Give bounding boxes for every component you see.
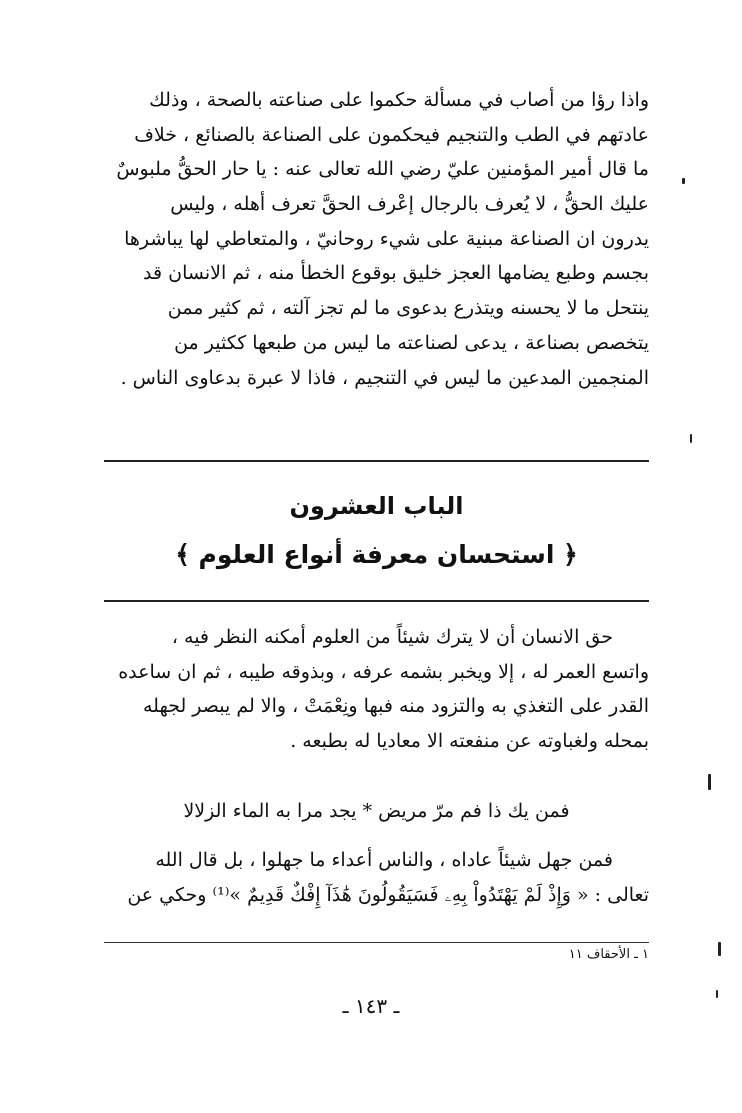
divider-middle — [104, 600, 649, 602]
text-line: المنجمين المدعين ما ليس في التنجيم ، فاذا لا عبرة بدعاوى الناس . — [120, 366, 649, 389]
text-line: يدرون ان الصناعة مبنية على شيء روحانيّ ، والمتعاطي لها يباشرها — [124, 227, 649, 250]
text-line: واتسع العمر له ، إلا ويخبر بشمه عرفه ، وبذوقه طيبه ، ثم ان ساعده — [118, 660, 649, 683]
chapter-title: الباب العشرون — [289, 492, 464, 520]
footnote: ١ ـ الأحقاف ١١ — [568, 947, 649, 962]
text-line: حق الانسان أن لا يترك شيئاً من العلوم أمكنه النظر فيه ، — [171, 626, 613, 648]
paragraph-opening — [104, 83, 649, 395]
text-line: يتخصص بصناعة ، يدعى لصناعته ما ليس من طبعها ككثير من — [174, 331, 649, 354]
text-line: القدر على التغذي به والتزود منه فبها ونِعْمَتْ ، والا لم يبصر لجهله — [142, 695, 649, 718]
scan-speck-mark — [682, 178, 685, 184]
text-line: بمحله ولغباوته عن منفعته الا معاديا له بطبعه . — [290, 730, 649, 753]
text-line: عليك الحقُّ ، لا يُعرف بالرجال إعْرف الحقَّ تعرف أهله ، وليس — [170, 193, 649, 216]
text-line: بجسم وطبع يضامها العجز خليق بوقوع الخطأ منه ، ثم الانسان قد — [143, 262, 649, 285]
scan-speck-mark — [708, 774, 711, 790]
footnote-divider — [104, 942, 649, 943]
page-number: ـ ١٤٣ ـ — [342, 994, 400, 1018]
text-line: تعالى : « وَإِذْ لَمْ يَهْتَدُواْ بِهِۦ فَسَيَقُولُونَ هَٰذَآ إِفْكٌ قَدِيمٌ »⁽¹⁾ وحكي عن — [127, 883, 649, 906]
chapter-subtitle: ﴿ استحسان معرفة أنواع العلوم ﴾ — [175, 540, 578, 569]
poetry-verse: فمن يك ذا فم مرّ مريض * يجد مرا به الماء الزلالا — [183, 800, 570, 822]
paragraph-quran-quote — [104, 843, 649, 912]
text-line: عادتهم في الطب والتنجيم فيحكمون على الصناعة بالصنائع ، خلاف — [134, 123, 649, 146]
paragraph-chapter-body — [104, 620, 649, 759]
scan-speck-mark — [690, 434, 692, 443]
text-line: فمن جهل شيئاً عاداه ، والناس أعداء ما جهلوا ، بل قال الله — [155, 849, 613, 871]
text-line: واذا رؤا من أصاب في مسألة حكموا على صناعته بالصحة ، وذلك — [149, 89, 649, 111]
text-line: ما قال أمير المؤمنين عليّ رضي الله تعالى عنه : يا حار الحقُّ ملبوسٌ — [116, 158, 649, 181]
text-line: ينتحل ما لا يحسنه ويتذرع بدعوى ما لم تجز آلته ، ثم كثير ممن — [167, 297, 649, 320]
scan-speck-mark — [718, 942, 721, 956]
divider-top — [104, 460, 649, 462]
scan-speck-mark — [716, 990, 718, 998]
